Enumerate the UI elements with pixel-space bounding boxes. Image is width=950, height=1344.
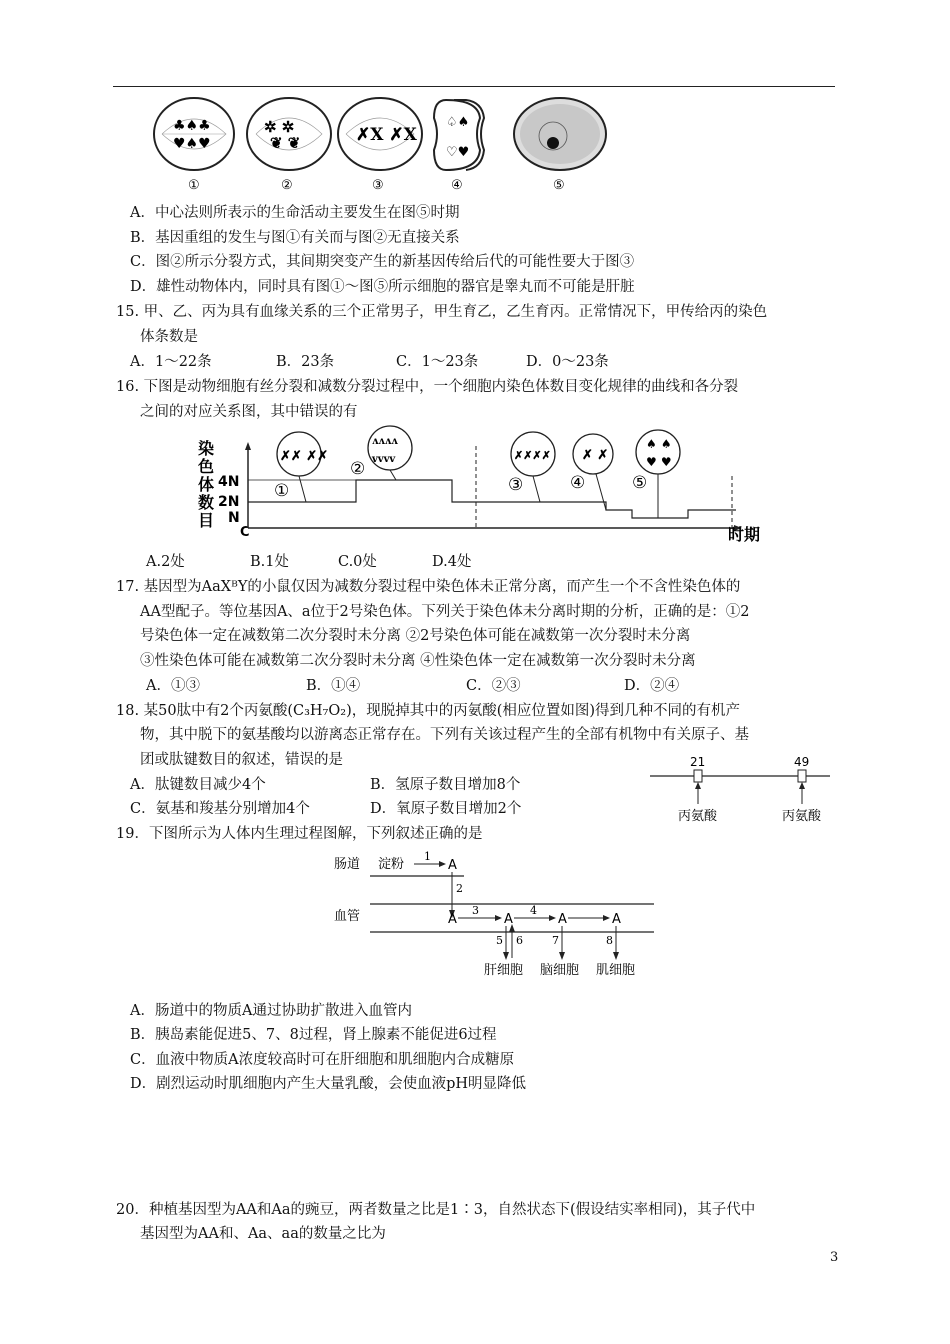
substance-a-2: A <box>448 912 457 927</box>
q19-option-b: B．胰岛素能促进5、7、8过程，肾上腺素不能促进6过程 <box>130 1027 497 1043</box>
process-2: 2 <box>456 882 463 895</box>
cell-4 <box>434 100 484 170</box>
q20-stem-line1: 20．种植基因型为AA和Aa的豌豆，两者数量之比是1∶3，自然状态下(假设结实率相同)，其子代中 <box>116 1202 756 1218</box>
q15-option-b: B．23条 <box>276 354 335 370</box>
x-axis-label: 时期 <box>728 525 761 544</box>
alanine-label-2: 丙氨酸 <box>782 809 822 824</box>
svg-text:✗✗ ✗✗: ✗✗ ✗✗ <box>280 449 329 464</box>
q18-option-d: D．氧原子数目增加2个 <box>370 801 522 817</box>
cell-2 <box>247 98 331 170</box>
q19-option-a: A．肠道中的物质A通过协助扩散进入血管内 <box>130 1003 412 1019</box>
y-axis-label-char-3: 体 <box>198 475 215 494</box>
svg-text:♤♠: ♤♠ <box>446 115 470 130</box>
cell-label-5: ⑤ <box>553 178 565 193</box>
process-5: 5 <box>496 934 503 947</box>
svg-text:♠ ♠: ♠ ♠ <box>646 437 672 451</box>
chromosome-curve-figure <box>196 424 776 546</box>
y-axis-label-char-2: 色 <box>198 457 215 476</box>
cell-label-1: ① <box>188 178 200 193</box>
cell-3 <box>338 98 422 170</box>
y-axis-label-char-1: 染 <box>198 439 215 458</box>
svg-text:♥ ♥: ♥ ♥ <box>646 455 672 469</box>
tick-2n: 2N <box>218 494 240 510</box>
svg-text:✗X ✗X: ✗X ✗X <box>356 125 417 145</box>
header-rule <box>113 86 835 87</box>
q19-stem: 19．下图所示为人体内生理过程图解，下列叙述正确的是 <box>116 826 483 842</box>
cell-5 <box>514 98 606 170</box>
svg-text:✲ ✲: ✲ ✲ <box>264 118 295 136</box>
origin-label: C <box>240 525 250 540</box>
q17-stem-line2: AA型配子。等位基因A、a位于2号染色体。下列关于染色体未分离时期的分析，正确的是：①2 <box>140 604 750 620</box>
q14-option-b: B．基因重组的发生与图①有关而与图②无直接关系 <box>130 230 460 246</box>
page-number: 3 <box>830 1250 839 1265</box>
q16-option-d: D.4处 <box>432 554 472 570</box>
process-1: 1 <box>424 850 431 863</box>
substance-a-5: A <box>612 912 621 927</box>
svg-text:❦ ❦: ❦ ❦ <box>270 134 301 152</box>
q16-stem-line1: 16. 下图是动物细胞有丝分裂和减数分裂过程中，一个细胞内染色体数目变化规律的曲线和各分裂 <box>116 379 739 395</box>
q17-stem-line1: 17. 基因型为AaXᴮY的小鼠仅因为减数分裂过程中染色体未正常分离，而产生一个不含性染色体的 <box>116 579 741 595</box>
intestine-label: 肠道 <box>334 857 361 872</box>
q16-option-c: C.0处 <box>338 554 377 570</box>
physiology-figure <box>334 848 660 980</box>
process-8: 8 <box>606 934 613 947</box>
q14-option-c: C．图②所示分裂方式，其间期突变产生的新基因传给后代的可能性要大于图③ <box>130 254 635 270</box>
tick-n: N <box>228 510 240 526</box>
q14-option-d: D．雄性动物体内，同时具有图①～图⑤所示细胞的器官是睾丸而不可能是肝脏 <box>130 279 635 295</box>
position-49: 49 <box>794 755 810 769</box>
q15-option-d: D．0～23条 <box>526 354 609 370</box>
q17-stem-line4: ③性染色体可能在减数第二次分裂时未分离 ④性染色体一定在减数第一次分裂时未分离 <box>140 653 696 669</box>
substance-a-4: A <box>558 912 567 927</box>
circle-label-5: ⑤ <box>632 473 648 493</box>
q18-stem-line3: 团或肽键数目的叙述，错误的是 <box>140 752 343 768</box>
q17-option-b: B．①④ <box>306 678 361 694</box>
q18-option-c: C．氨基和羧基分别增加4个 <box>130 801 310 817</box>
substance-a-1: A <box>448 858 457 873</box>
q19-option-c: C．血液中物质A浓度较高时可在肝细胞和肌细胞内合成糖原 <box>130 1052 515 1068</box>
svg-text:♣♠♣: ♣♠♣ <box>173 118 211 134</box>
svg-text:✗✗✗✗: ✗✗✗✗ <box>514 449 551 462</box>
q15-option-c: C．1～23条 <box>396 354 479 370</box>
circle-label-4: ④ <box>570 473 586 493</box>
q18-stem-line1: 18. 某50肽中有2个丙氨酸(C₃H₇O₂)，现脱掉其中的丙氨酸(相应位置如图)得到几种不同的有机产 <box>116 703 741 719</box>
q20-stem-line2: 基因型为AA和、Aa、aa的数量之比为 <box>140 1226 386 1242</box>
svg-text:✗ ✗: ✗ ✗ <box>582 448 609 463</box>
cell-label-3: ③ <box>372 178 384 193</box>
q15-stem-line1: 15. 甲、乙、丙为具有血缘关系的三个正常男子，甲生育乙，乙生育丙。正常情况下，甲传给丙的染色 <box>116 304 768 320</box>
q18-option-b: B．氢原子数目增加8个 <box>370 777 521 793</box>
process-4: 4 <box>530 904 537 917</box>
svg-text:vvvv: vvvv <box>372 454 396 465</box>
circle-label-2: ② <box>350 459 366 479</box>
cell-label-4: ④ <box>451 178 463 193</box>
position-21: 21 <box>690 755 706 769</box>
alanine-label-1: 丙氨酸 <box>678 809 718 824</box>
q16-stem-line2: 之间的对应关系图，其中错误的有 <box>140 404 358 420</box>
vessel-label: 血管 <box>334 909 361 924</box>
q17-option-a: A．①③ <box>146 678 200 694</box>
svg-text:♥♠♥: ♥♠♥ <box>173 136 211 152</box>
q18-option-a: A．肽键数目减少4个 <box>130 777 266 793</box>
q19-option-d: D．剧烈运动时肌细胞内产生大量乳酸，会使血液pH明显降低 <box>130 1076 527 1092</box>
y-axis-label-char-5: 目 <box>198 511 215 530</box>
brain-cell-label: 脑细胞 <box>540 963 580 978</box>
y-axis-label-char-4: 数 <box>198 493 215 512</box>
tick-4n: 4N <box>218 474 240 490</box>
q17-option-d: D．②④ <box>624 678 680 694</box>
peptide-figure <box>648 754 834 830</box>
cell-1 <box>154 98 234 170</box>
q18-stem-line2: 物，其中脱下的氨基酸均以游离态正常存在。下列有关该过程产生的全部有机物中有关原子、基 <box>140 727 749 743</box>
cell-division-figure <box>148 96 618 194</box>
liver-cell-label: 肝细胞 <box>484 963 524 978</box>
q15-stem-line2: 体条数是 <box>140 329 198 345</box>
q17-stem-line3: 号染色体一定在减数第二次分裂时未分离 ②2号染色体可能在减数第一次分裂时未分离 <box>140 628 691 644</box>
q14-option-a: A．中心法则所表示的生命活动主要发生在图⑤时期 <box>130 205 460 221</box>
circle-label-3: ③ <box>508 475 524 495</box>
process-6: 6 <box>516 934 523 947</box>
svg-text:ʌʌʌʌ: ʌʌʌʌ <box>372 436 398 447</box>
muscle-cell-label: 肌细胞 <box>596 963 636 978</box>
svg-text:♡♥: ♡♥ <box>446 145 470 160</box>
q16-option-b: B.1处 <box>250 554 289 570</box>
q15-option-a: A．1～22条 <box>130 354 212 370</box>
starch-label: 淀粉 <box>378 857 405 872</box>
process-3: 3 <box>472 904 479 917</box>
circle-label-1: ① <box>274 481 290 501</box>
process-7: 7 <box>552 934 559 947</box>
cell-label-2: ② <box>281 178 293 193</box>
chromosome-curve <box>248 480 736 518</box>
substance-a-3: A <box>504 912 513 927</box>
q16-option-a: A.2处 <box>146 554 185 570</box>
q17-option-c: C．②③ <box>466 678 521 694</box>
